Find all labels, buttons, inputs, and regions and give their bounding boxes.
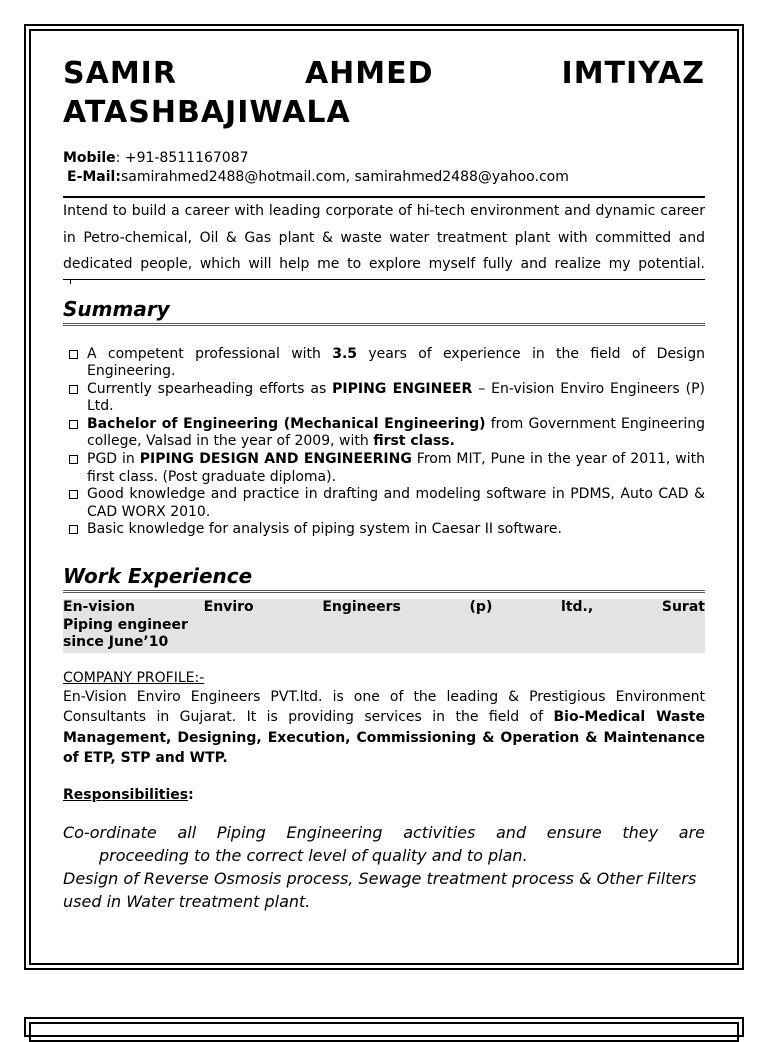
summary-bold: first class. xyxy=(373,433,455,450)
responsibility-line: Co-ordinate all Piping Engineering activities and ensure they are xyxy=(63,822,705,842)
summary-text: Basic knowledge for analysis of piping system in Caesar II software. xyxy=(87,521,562,538)
checkbox-bullet-icon xyxy=(69,490,78,499)
summary-text: PGD in xyxy=(87,451,140,468)
company-location: Surat xyxy=(661,599,705,616)
responsibilities-colon: : xyxy=(188,786,194,803)
summary-text: – En-vision Enviro Engineers (P) Ltd. xyxy=(87,380,705,415)
email-line xyxy=(63,168,705,187)
summary-text: years of experience in the field of Design Engineering. xyxy=(87,345,705,380)
work-experience-heading: Work Experience xyxy=(63,563,705,593)
company-profile-heading: COMPANY PROFILE:- xyxy=(63,669,205,686)
first-name: SAMIR xyxy=(63,56,177,91)
company-name-part: Engineers xyxy=(322,599,401,616)
summary-item xyxy=(69,451,705,486)
mobile-line xyxy=(63,149,705,168)
email-label: E-Mail: xyxy=(67,169,121,185)
name-line-1 xyxy=(63,54,705,93)
career-objective xyxy=(63,196,705,280)
mobile-value: : +91-8511167087 xyxy=(115,150,249,166)
company-name-part: (p) xyxy=(469,599,493,616)
resume-content xyxy=(63,54,705,913)
company-profile-text xyxy=(63,687,705,769)
summary-text: Good knowledge and practice in drafting and modeling software in PDMS, Auto CAD & CAD WORX 2010. xyxy=(87,486,705,520)
responsibility-item: Design of Reverse Osmosis process, Sewage treatment process & Other Filters used in Water treatment plant. xyxy=(63,868,697,911)
company-name-part: Enviro xyxy=(203,599,254,616)
checkbox-bullet-icon xyxy=(69,420,78,429)
mobile-label: Mobile xyxy=(63,150,116,166)
candidate-name xyxy=(63,54,705,132)
objective-text: Intend to build a career with leading corporate of hi-tech environment and dynamic career in Petro-chemical, Oil & Gas plant & waste water treatment plant with committed and dedicated people, which will help me to explore myself fully and realize my potential. xyxy=(63,203,705,272)
summary-bold: 3.5 xyxy=(332,345,358,362)
responsibilities-heading xyxy=(63,786,705,804)
summary-text: From MIT, Pune in the year of 2011, with first class. (Post graduate diploma). xyxy=(87,451,706,485)
checkbox-bullet-icon xyxy=(69,350,78,359)
summary-item xyxy=(69,521,705,539)
summary-heading: Summary xyxy=(63,296,705,326)
profile-text-plain: En-Vision Enviro Engineers PVT.ltd. is one of the leading & Prestigious Environment Consultants in Gujarat. It is providing services in the field of xyxy=(63,688,705,726)
summary-bold: Bachelor of Engineering (Mechanical Engineering) xyxy=(87,415,486,432)
last-name: ATASHBAJIWALA xyxy=(63,95,351,130)
responsibility-line: proceeding to the correct level of quality and to plan. xyxy=(99,845,528,865)
job-since: since June’10 xyxy=(63,634,169,651)
summary-list xyxy=(69,346,705,540)
summary-text: Currently spearheading efforts as xyxy=(87,380,333,397)
job-role: Piping engineer xyxy=(63,616,188,633)
company-name-part: ltd., xyxy=(561,599,594,616)
summary-bold: PIPING DESIGN AND ENGINEERING xyxy=(139,451,412,468)
responsibilities-label: Responsibilities xyxy=(63,786,189,803)
contact-info xyxy=(63,149,705,187)
summary-item xyxy=(69,486,705,521)
company-header xyxy=(63,599,705,653)
checkbox-bullet-icon xyxy=(69,385,78,394)
company-name xyxy=(63,599,705,617)
profile-text-bold: Bio-Medical Waste Management, Designing, Execution, Commissioning & Operation & Maintenance of ETP, STP and WTP. xyxy=(63,709,705,767)
third-name: IMTIYAZ xyxy=(561,56,705,91)
checkbox-bullet-icon xyxy=(69,525,78,534)
summary-bold: PIPING ENGINEER xyxy=(332,380,473,397)
objective-rule-tick xyxy=(70,279,71,284)
email-value: samirahmed2488@hotmail.com, samirahmed2488@yahoo.com xyxy=(120,169,569,185)
middle-name: AHMED xyxy=(304,56,434,91)
company-name-part: En-vision xyxy=(63,599,135,616)
summary-item xyxy=(69,381,705,416)
summary-item xyxy=(69,346,705,381)
summary-item xyxy=(69,416,705,451)
summary-text: from Government Engineering college, Valsad in the year of 2009, with xyxy=(87,415,705,450)
summary-text: A competent professional with xyxy=(87,345,333,362)
next-page-border-inner xyxy=(29,1022,739,1042)
responsibilities-list xyxy=(63,821,705,913)
responsibility-item xyxy=(63,821,705,867)
checkbox-bullet-icon xyxy=(69,455,78,464)
